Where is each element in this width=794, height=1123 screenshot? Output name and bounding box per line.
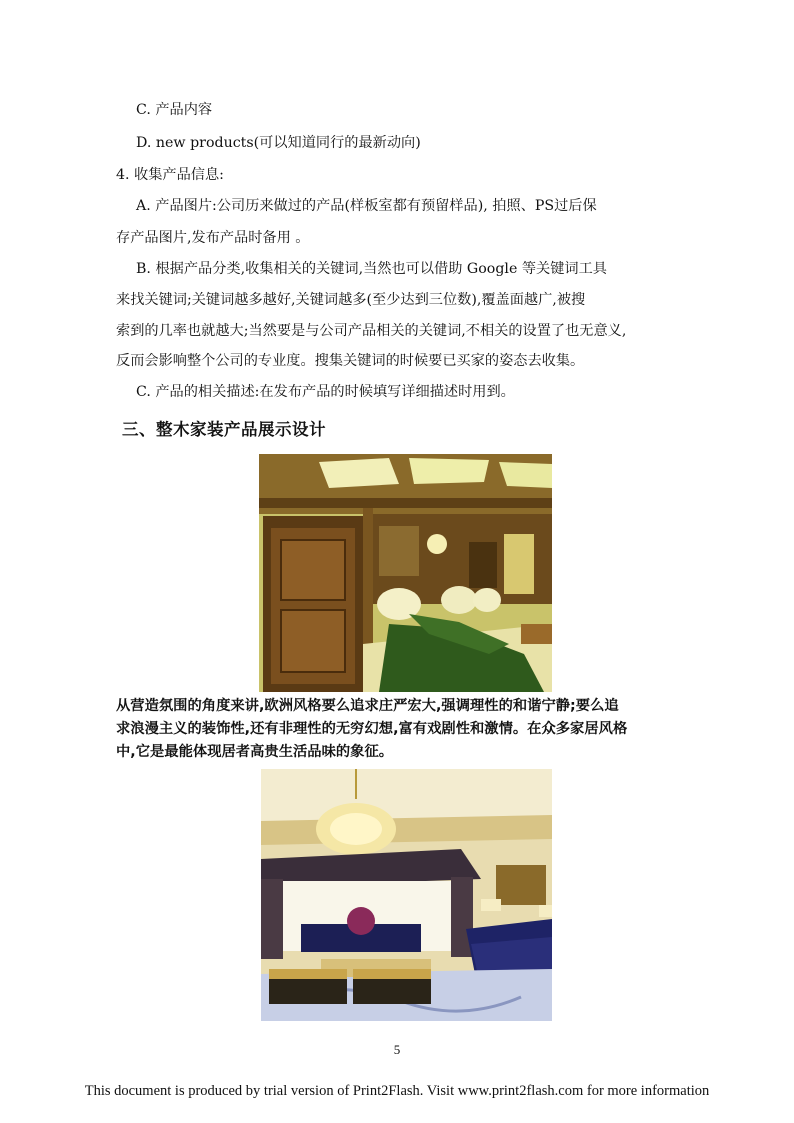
list-item-d-new-products: D. new products(可以知道同行的最新动向) <box>136 135 421 151</box>
interior-photo-european-room <box>261 769 552 1021</box>
paragraph-c-line-1: C. 产品的相关描述:在发布产品的时候填写详细描述时用到。 <box>136 384 515 400</box>
paragraph-b-line-1: B. 根据产品分类,收集相关的关键词,当然也可以借助 Google 等关键词工具 <box>136 261 607 277</box>
paragraph-b-line-3: 索到的几率也就越大;当然要是与公司产品相关的关键词,不相关的设置了也无意义, <box>116 323 627 339</box>
paragraph-b-line-2: 来找关键词;关键词越多越好,关键词越多(至少达到三位数),覆盖面越广,被搜 <box>116 292 586 308</box>
description-line-1: 从营造氛围的角度来讲,欧洲风格要么追求庄严宏大,强调理性的和谐宁静;要么追 <box>116 698 619 714</box>
description-line-3: 中,它是最能体现居者高贵生活品味的象征。 <box>116 744 394 760</box>
page-number: 5 <box>393 1042 401 1057</box>
paragraph-a-line-1: A. 产品图片:公司历来做过的产品(样板室都有预留样品), 拍照、PS过后保 <box>136 198 597 214</box>
description-line-2: 求浪漫主义的装饰性,还有非理性的无穷幻想,富有戏剧性和激情。在众多家居风格 <box>116 721 628 737</box>
paragraph-a-line-2: 存产品图片,发布产品时备用 。 <box>116 230 310 246</box>
trial-version-footer: This document is produced by trial version of Print2Flash. Visit www.print2flash.com for more information <box>84 1083 710 1099</box>
list-item-c-content: C. 产品内容 <box>136 102 213 118</box>
paragraph-b-line-4: 反而会影响整个公司的专业度。搜集关键词的时候要已买家的姿态去收集。 <box>116 353 585 369</box>
section-heading: 三、整木家装产品展示设计 <box>122 420 326 439</box>
list-item-4-heading: 4. 收集产品信息: <box>116 167 224 183</box>
interior-photo-wood-room <box>259 454 552 692</box>
